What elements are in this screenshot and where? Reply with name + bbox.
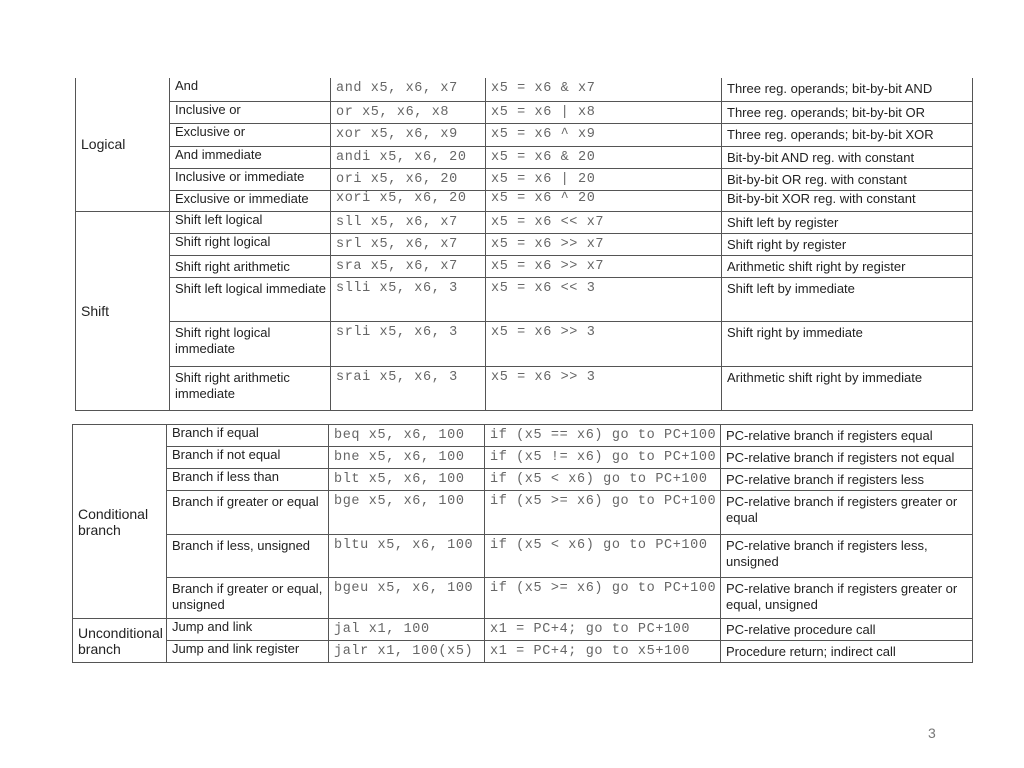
table-row bbox=[73, 491, 973, 535]
instruction-comment: Three reg. operands; bit-by-bit XOR bbox=[722, 123, 973, 146]
table-row bbox=[73, 469, 973, 491]
instruction-meaning: x5 = x6 & 20 bbox=[486, 146, 722, 168]
category-unconditional-branch: Unconditional branch bbox=[73, 619, 167, 663]
instruction-meaning: x5 = x6 | x8 bbox=[486, 101, 722, 123]
instruction-name: Exclusive or bbox=[170, 123, 331, 146]
table-row bbox=[76, 78, 973, 101]
instruction-comment: Three reg. operands; bit-by-bit AND bbox=[722, 78, 973, 101]
category-logical: Logical bbox=[76, 78, 170, 211]
instruction-meaning: x5 = x6 | 20 bbox=[486, 168, 722, 190]
instruction-comment: PC-relative branch if registers less bbox=[721, 469, 973, 491]
instruction-name: Inclusive or immediate bbox=[170, 168, 331, 190]
instruction-meaning: x5 = x6 >> x7 bbox=[486, 255, 722, 277]
instruction-meaning: x1 = PC+4; go to PC+100 bbox=[485, 619, 721, 641]
instruction-comment: Bit-by-bit AND reg. with constant bbox=[722, 146, 973, 168]
instruction-example: beq x5, x6, 100 bbox=[329, 425, 485, 447]
table-row bbox=[76, 190, 973, 211]
instruction-name: And bbox=[170, 78, 331, 101]
category-conditional-branch: Conditional branch bbox=[73, 425, 167, 619]
instruction-example: srli x5, x6, 3 bbox=[331, 321, 486, 366]
instruction-meaning: x5 = x6 << x7 bbox=[486, 211, 722, 233]
instruction-comment: PC-relative branch if registers greater or equal bbox=[721, 491, 973, 535]
instruction-example: andi x5, x6, 20 bbox=[331, 146, 486, 168]
instruction-name: Branch if less, unsigned bbox=[167, 535, 329, 578]
instruction-name: Shift right arithmetic bbox=[170, 255, 331, 277]
instruction-name: And immediate bbox=[170, 146, 331, 168]
instruction-comment: Arithmetic shift right by immediate bbox=[722, 366, 973, 410]
table-row bbox=[76, 146, 973, 168]
instruction-example: slli x5, x6, 3 bbox=[331, 277, 486, 321]
instruction-meaning: if (x5 == x6) go to PC+100 bbox=[485, 425, 721, 447]
table-row bbox=[76, 101, 973, 123]
instruction-name: Branch if not equal bbox=[167, 447, 329, 469]
instruction-example: sra x5, x6, x7 bbox=[331, 255, 486, 277]
instruction-meaning: x5 = x6 >> 3 bbox=[486, 321, 722, 366]
instruction-example: jal x1, 100 bbox=[329, 619, 485, 641]
instruction-example: bgeu x5, x6, 100 bbox=[329, 578, 485, 619]
table-row bbox=[73, 425, 973, 447]
instruction-example: or x5, x6, x8 bbox=[331, 101, 486, 123]
instruction-comment: PC-relative branch if registers greater or equal, unsigned bbox=[721, 578, 973, 619]
instruction-name: Branch if less than bbox=[167, 469, 329, 491]
instruction-example: and x5, x6, x7 bbox=[331, 78, 486, 101]
instruction-name: Inclusive or bbox=[170, 101, 331, 123]
instruction-example: srl x5, x6, x7 bbox=[331, 233, 486, 255]
instruction-example: xori x5, x6, 20 bbox=[331, 190, 486, 211]
instruction-meaning: if (x5 >= x6) go to PC+100 bbox=[485, 491, 721, 535]
instruction-name: Shift right logical immediate bbox=[170, 321, 331, 366]
instruction-name: Branch if greater or equal bbox=[167, 491, 329, 535]
instruction-example: xor x5, x6, x9 bbox=[331, 123, 486, 146]
instruction-comment: Bit-by-bit OR reg. with constant bbox=[722, 168, 973, 190]
table-row bbox=[76, 277, 973, 321]
instruction-meaning: x5 = x6 << 3 bbox=[486, 277, 722, 321]
instruction-comment: Shift left by immediate bbox=[722, 277, 973, 321]
table-row bbox=[76, 366, 973, 410]
table-row bbox=[73, 619, 973, 641]
instruction-comment: Shift right by immediate bbox=[722, 321, 973, 366]
instruction-example: blt x5, x6, 100 bbox=[329, 469, 485, 491]
table-row bbox=[76, 233, 973, 255]
table-row bbox=[73, 535, 973, 578]
instruction-meaning: x5 = x6 ^ x9 bbox=[486, 123, 722, 146]
instruction-meaning: x1 = PC+4; go to x5+100 bbox=[485, 641, 721, 663]
instruction-example: bge x5, x6, 100 bbox=[329, 491, 485, 535]
table-row bbox=[76, 211, 973, 233]
instruction-name: Shift left logical immediate bbox=[170, 277, 331, 321]
table-row bbox=[76, 168, 973, 190]
instruction-comment: Procedure return; indirect call bbox=[721, 641, 973, 663]
instruction-example: ori x5, x6, 20 bbox=[331, 168, 486, 190]
instruction-example: bne x5, x6, 100 bbox=[329, 447, 485, 469]
instruction-comment: PC-relative procedure call bbox=[721, 619, 973, 641]
instruction-meaning: if (x5 >= x6) go to PC+100 bbox=[485, 578, 721, 619]
instruction-meaning: if (x5 < x6) go to PC+100 bbox=[485, 469, 721, 491]
instruction-name: Jump and link bbox=[167, 619, 329, 641]
branch-table bbox=[72, 424, 973, 663]
instruction-name: Shift right logical bbox=[170, 233, 331, 255]
instruction-meaning: x5 = x6 >> 3 bbox=[486, 366, 722, 410]
table-row bbox=[73, 578, 973, 619]
instruction-name: Shift left logical bbox=[170, 211, 331, 233]
instruction-meaning: x5 = x6 ^ 20 bbox=[486, 190, 722, 211]
instruction-name: Exclusive or immediate bbox=[170, 190, 331, 211]
instruction-comment: Shift left by register bbox=[722, 211, 973, 233]
instruction-example: jalr x1, 100(x5) bbox=[329, 641, 485, 663]
table-row bbox=[76, 321, 973, 366]
instruction-example: sll x5, x6, x7 bbox=[331, 211, 486, 233]
instruction-example: bltu x5, x6, 100 bbox=[329, 535, 485, 578]
instruction-example: srai x5, x6, 3 bbox=[331, 366, 486, 410]
instruction-name: Jump and link register bbox=[167, 641, 329, 663]
table-row bbox=[73, 447, 973, 469]
table-row bbox=[76, 123, 973, 146]
category-shift: Shift bbox=[76, 211, 170, 410]
instruction-meaning: x5 = x6 >> x7 bbox=[486, 233, 722, 255]
instruction-comment: Shift right by register bbox=[722, 233, 973, 255]
instruction-comment: Three reg. operands; bit-by-bit OR bbox=[722, 101, 973, 123]
page-number: 3 bbox=[928, 725, 936, 741]
logical-shift-table bbox=[75, 78, 973, 411]
instruction-comment: PC-relative branch if registers equal bbox=[721, 425, 973, 447]
table-row bbox=[73, 641, 973, 663]
instruction-name: Shift right arithmetic immediate bbox=[170, 366, 331, 410]
instruction-comment: PC-relative branch if registers less, unsigned bbox=[721, 535, 973, 578]
instruction-meaning: x5 = x6 & x7 bbox=[486, 78, 722, 101]
instruction-comment: PC-relative branch if registers not equal bbox=[721, 447, 973, 469]
instruction-name: Branch if equal bbox=[167, 425, 329, 447]
instruction-comment: Arithmetic shift right by register bbox=[722, 255, 973, 277]
instruction-name: Branch if greater or equal, unsigned bbox=[167, 578, 329, 619]
instruction-meaning: if (x5 != x6) go to PC+100 bbox=[485, 447, 721, 469]
instruction-meaning: if (x5 < x6) go to PC+100 bbox=[485, 535, 721, 578]
table-row bbox=[76, 255, 973, 277]
instruction-comment: Bit-by-bit XOR reg. with constant bbox=[722, 190, 973, 211]
